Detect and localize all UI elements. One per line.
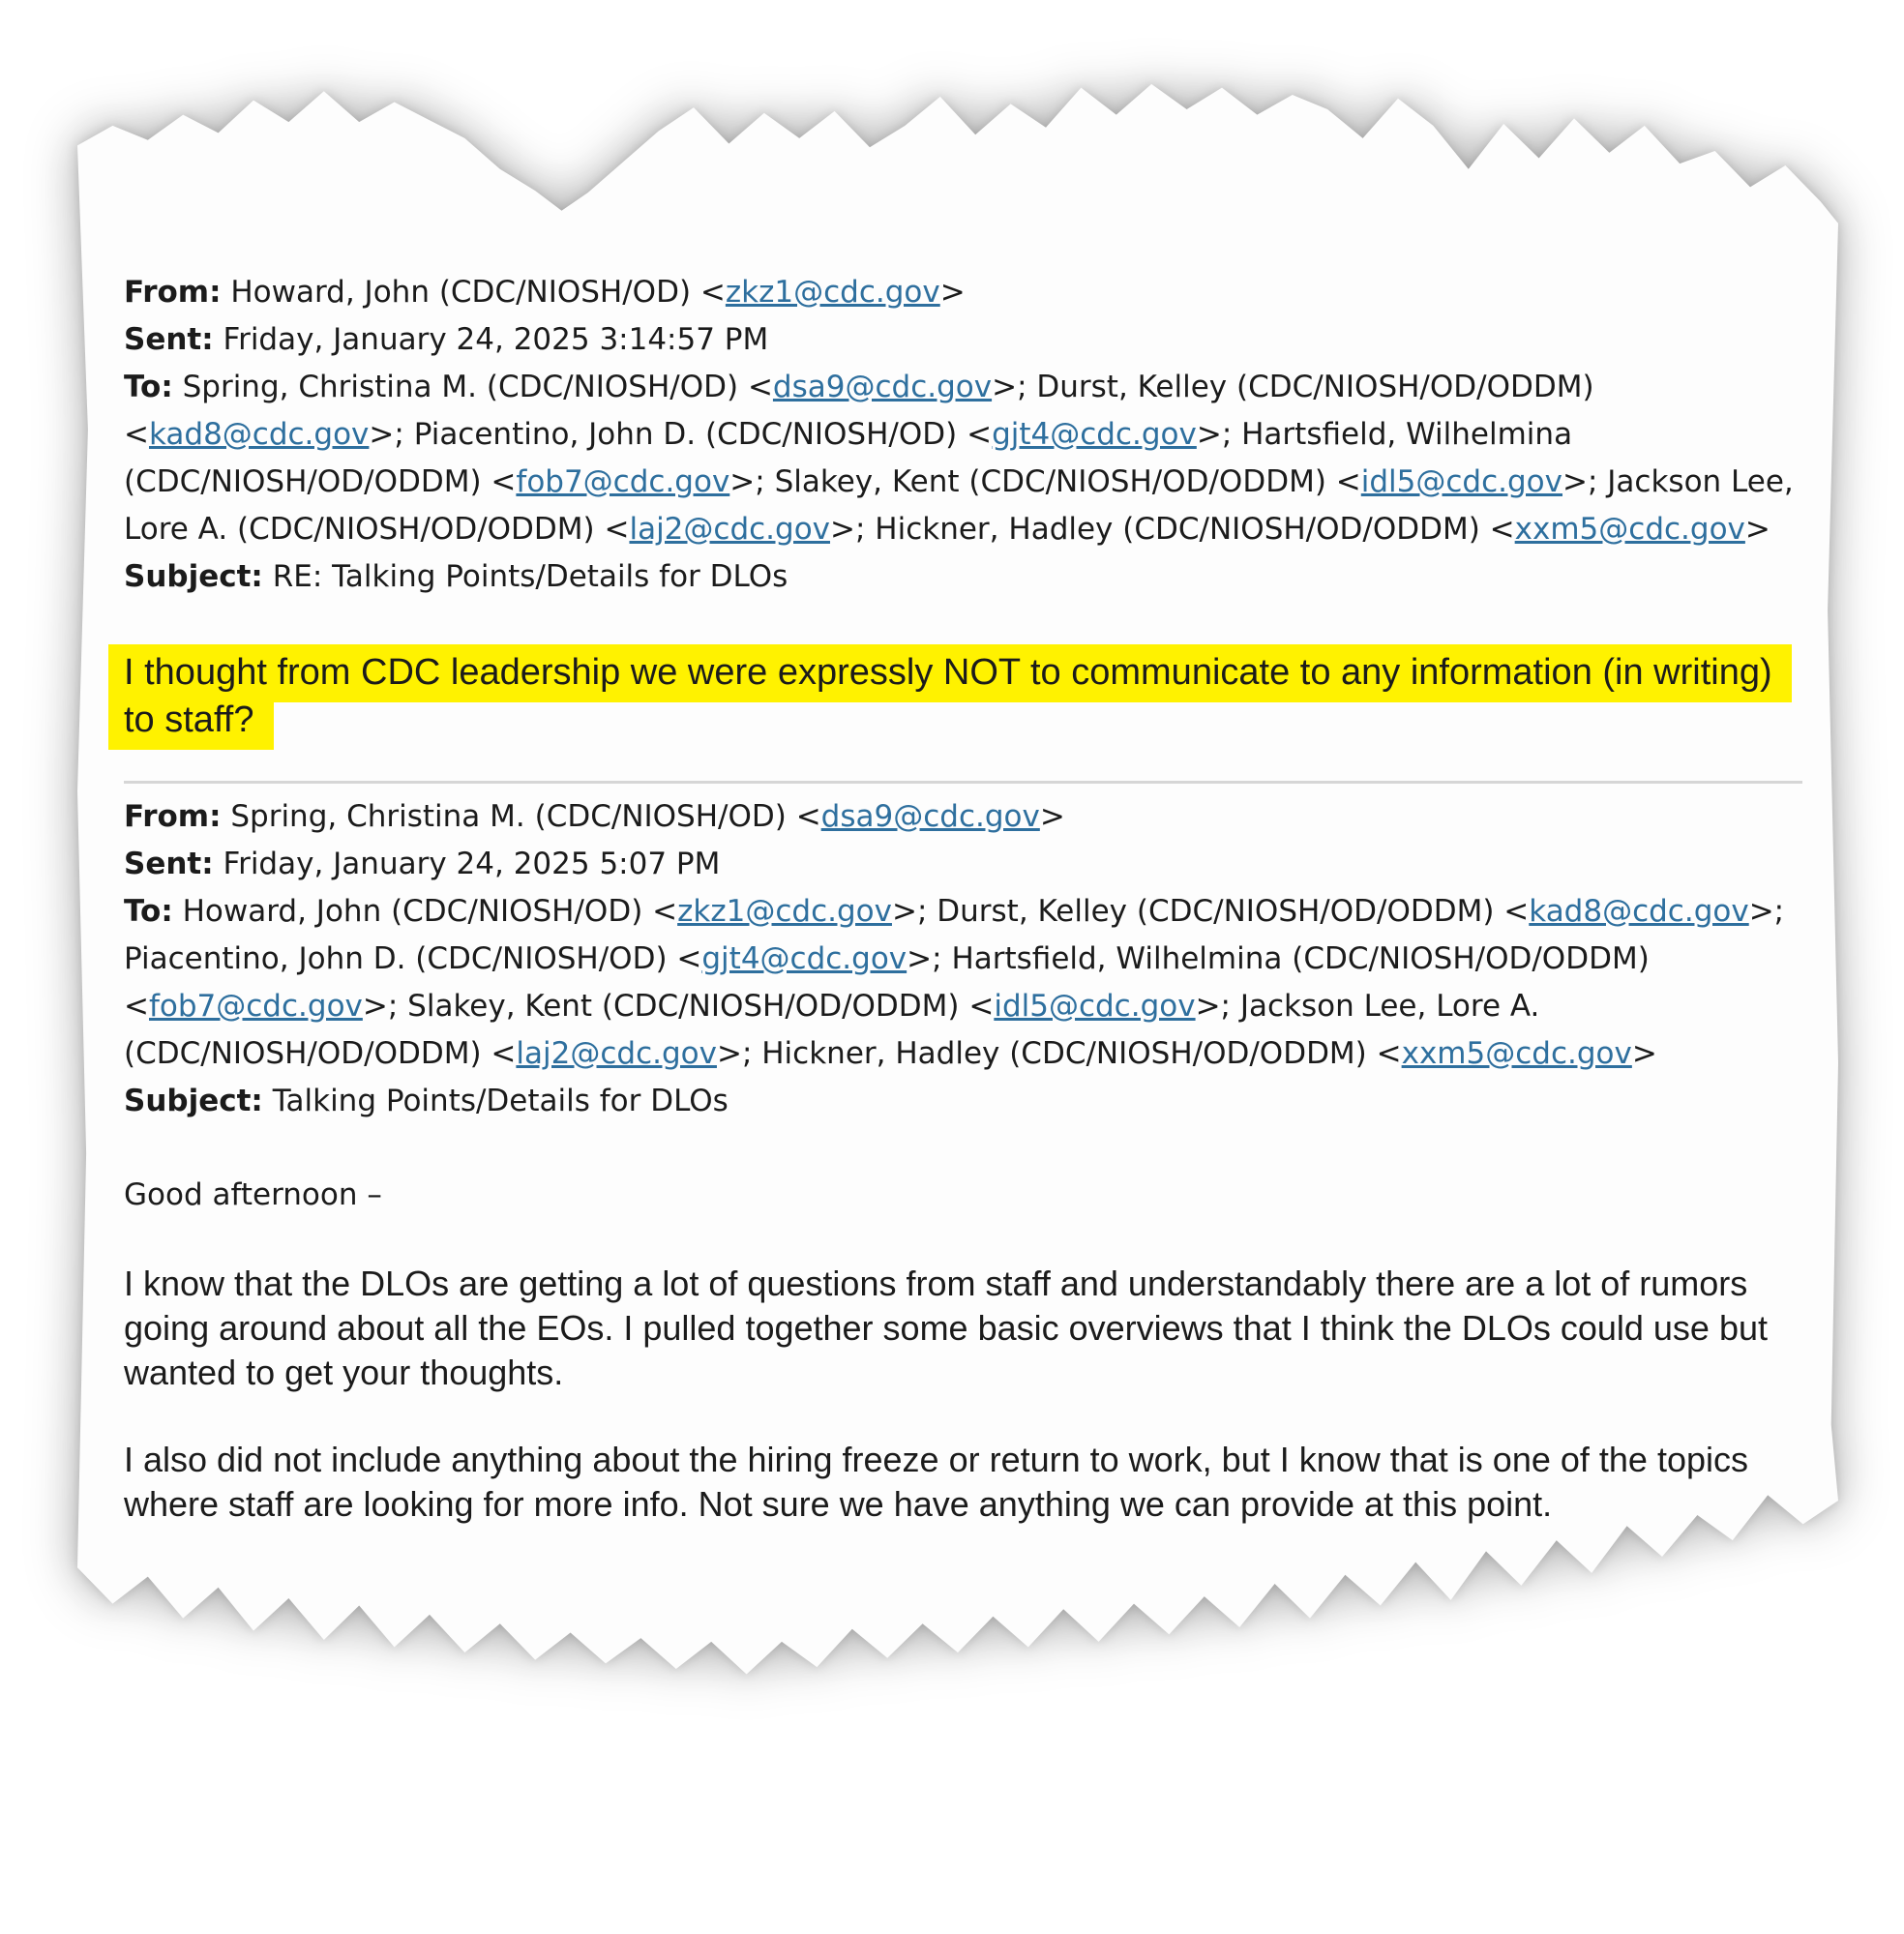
email2-sent-line (124, 841, 1807, 888)
email1-recipient: Jackson Lee, Lore A. (CDC/NIOSH/OD/ODDM) <laj2@cdc.gov>; (124, 464, 1794, 547)
email1-from-name: Howard, John (CDC/NIOSH/OD) < (230, 275, 726, 310)
email-thread (124, 269, 1807, 1527)
recipient-email[interactable]: fob7@cdc.gov (516, 464, 730, 499)
email1-header (124, 269, 1807, 601)
email2-subject-value: Talking Points/Details for DLOs (272, 1084, 729, 1118)
email1-subject-line (124, 553, 1807, 601)
email1-sent-label: Sent: (124, 322, 214, 357)
recipient-email[interactable]: laj2@cdc.gov (516, 1036, 717, 1071)
email2-header (124, 793, 1807, 1125)
email1-to-line (124, 364, 1807, 553)
recipient-email[interactable]: zkz1@cdc.gov (677, 894, 892, 929)
email1-to-label: To: (124, 370, 173, 404)
email2-from-label: From: (124, 799, 222, 834)
email2-recipient: Durst, Kelley (CDC/NIOSH/OD/ODDM) <kad8@cdc.gov>; (937, 894, 1785, 929)
email2-sent-value: Friday, January 24, 2025 5:07 PM (223, 847, 721, 881)
email2-from-email[interactable]: dsa9@cdc.gov (820, 799, 1040, 834)
email1-recipient: Spring, Christina M. (CDC/NIOSH/OD) <dsa9@cdc.gov>; (182, 370, 1037, 404)
email1-from-email[interactable]: zkz1@cdc.gov (725, 275, 940, 310)
email1-from-label: From: (124, 275, 222, 310)
recipient-email[interactable]: dsa9@cdc.gov (772, 370, 993, 404)
email1-recipient: Hartsfield, Wilhelmina (CDC/NIOSH/OD/ODDM) <fob7@cdc.gov>; (124, 417, 1573, 499)
recipient-email[interactable]: xxm5@cdc.gov (1514, 512, 1745, 547)
email2-from-name: Spring, Christina M. (CDC/NIOSH/OD) < (230, 799, 821, 834)
email2-recipient: Piacentino, John D. (CDC/NIOSH/OD) <gjt4@cdc.gov>; (124, 941, 952, 976)
highlight-text: I thought from CDC leadership we were expressly NOT to communicate to any information (in writing) to staff? (108, 644, 1792, 750)
recipient-email[interactable]: idl5@cdc.gov (1360, 464, 1562, 499)
email1-recipient: Slakey, Kent (CDC/NIOSH/OD/ODDM) <idl5@cdc.gov>; (774, 464, 1608, 499)
recipient-email[interactable]: laj2@cdc.gov (629, 512, 831, 547)
recipient-email[interactable]: kad8@cdc.gov (148, 417, 370, 452)
highlighted-reply (124, 649, 1807, 744)
email1-sent-value: Friday, January 24, 2025 3:14:57 PM (223, 322, 769, 357)
email2-recipient: Hickner, Hadley (CDC/NIOSH/OD/ODDM) <xxm5@cdc.gov> (761, 1036, 1657, 1071)
recipient-email[interactable]: idl5@cdc.gov (994, 989, 1196, 1024)
email1-recipient: Durst, Kelley (CDC/NIOSH/OD/ODDM) <kad8@cdc.gov>; (124, 370, 1594, 452)
email1-sent-line (124, 316, 1807, 364)
email1-recipient: Hickner, Hadley (CDC/NIOSH/OD/ODDM) <xxm5@cdc.gov> (875, 512, 1770, 547)
recipient-email[interactable]: gjt4@cdc.gov (701, 941, 907, 976)
email2-greeting: Good afternoon – (124, 1177, 382, 1212)
email2-subject-label: Subject: (124, 1084, 263, 1118)
email2-recipient: Slakey, Kent (CDC/NIOSH/OD/ODDM) <idl5@cdc.gov>; (407, 989, 1240, 1024)
recipient-email[interactable]: xxm5@cdc.gov (1401, 1036, 1632, 1071)
email1-subject-label: Subject: (124, 559, 263, 594)
email1-subject-value: RE: Talking Points/Details for DLOs (272, 559, 788, 594)
email1-recipient: Piacentino, John D. (CDC/NIOSH/OD) <gjt4@cdc.gov>; (413, 417, 1242, 452)
email1-from-line: From: Howard, John (CDC/NIOSH/OD) <zkz1@cdc.gov> (124, 275, 966, 310)
email-separator (124, 781, 1802, 784)
email2-recipient: Hartsfield, Wilhelmina (CDC/NIOSH/OD/ODDM) <fob7@cdc.gov>; (124, 941, 1650, 1024)
email2-to-line (124, 888, 1807, 1078)
email2-paragraph-1: I know that the DLOs are getting a lot of questions from staff and understandably there are a lot of rumors going around about all the EOs. I pulled together some basic overviews that I think the DLOs could use but wanted to get your thoughts. (124, 1264, 1768, 1392)
email2-subject-line (124, 1078, 1807, 1125)
email2-recipient: Howard, John (CDC/NIOSH/OD) <zkz1@cdc.gov>; (182, 894, 937, 929)
email2-to-label: To: (124, 894, 173, 929)
email2-from-line: From: Spring, Christina M. (CDC/NIOSH/OD) <dsa9@cdc.gov> (124, 799, 1065, 834)
recipient-email[interactable]: fob7@cdc.gov (148, 989, 363, 1024)
recipient-email[interactable]: kad8@cdc.gov (1529, 894, 1749, 929)
email2-recipient: Jackson Lee, Lore A. (CDC/NIOSH/OD/ODDM) <laj2@cdc.gov>; (124, 989, 1540, 1071)
email2-paragraph-2: I also did not include anything about the hiring freeze or return to work, but I know that is one of the topics where staff are looking for more info. Not sure we have anything we can provide at this point. (124, 1440, 1748, 1524)
email2-sent-label: Sent: (124, 847, 214, 881)
recipient-email[interactable]: gjt4@cdc.gov (992, 417, 1197, 452)
